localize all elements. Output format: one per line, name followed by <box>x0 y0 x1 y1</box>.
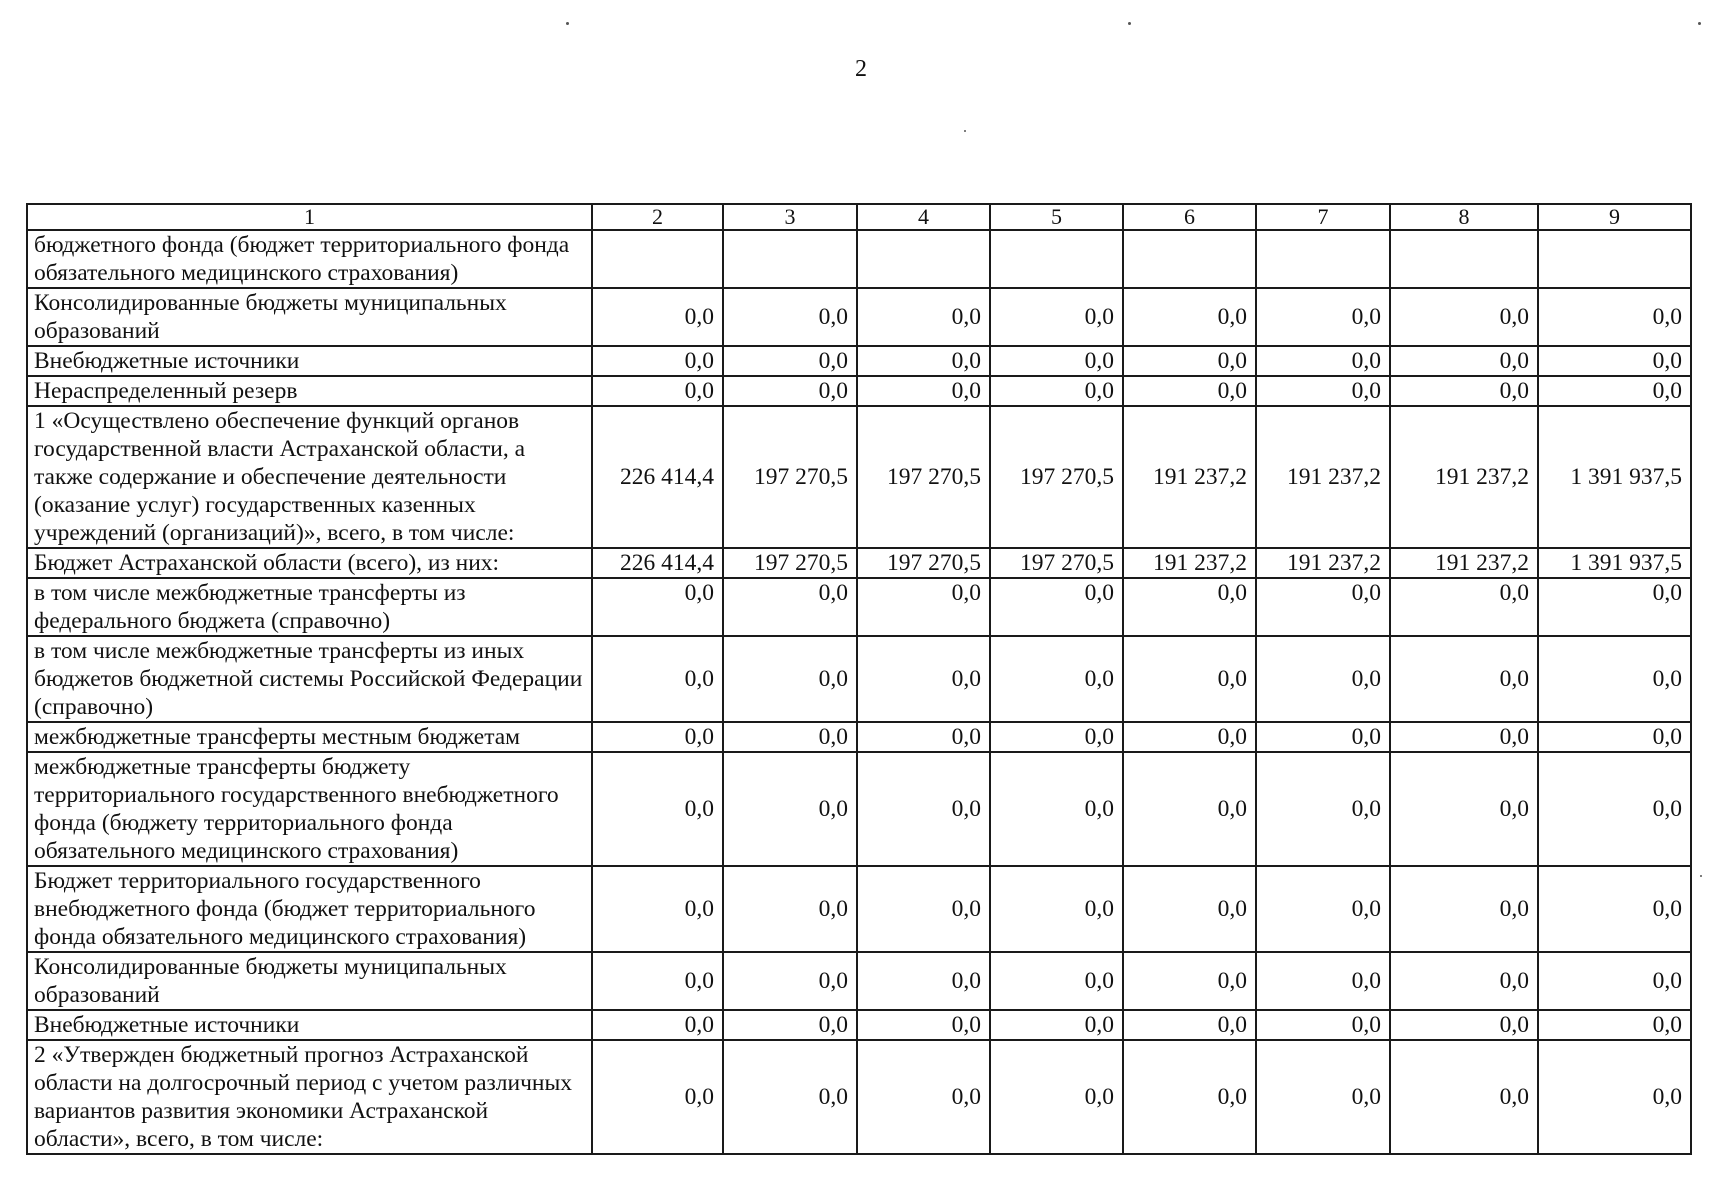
cell-value: 0,0 <box>592 346 723 376</box>
cell-value: 0,0 <box>592 866 723 952</box>
cell-value: 0,0 <box>990 722 1123 752</box>
table-row <box>27 230 1691 288</box>
cell-value: 0,0 <box>1538 288 1691 346</box>
cell-value: 0,0 <box>1538 752 1691 866</box>
cell-value: 0,0 <box>1123 952 1256 1010</box>
cell-value: 0,0 <box>990 578 1123 636</box>
scan-speck <box>566 22 569 25</box>
cell-value: 0,0 <box>1390 952 1538 1010</box>
cell-value <box>1390 230 1538 288</box>
cell-value: 1 391 937,5 <box>1538 548 1691 578</box>
cell-value: 0,0 <box>1390 866 1538 952</box>
cell-value: 0,0 <box>857 636 990 722</box>
table-header-row <box>27 204 1691 230</box>
cell-value: 0,0 <box>990 1010 1123 1040</box>
column-header-7: 7 <box>1256 204 1390 230</box>
cell-value: 0,0 <box>1123 866 1256 952</box>
cell-value: 0,0 <box>1538 376 1691 406</box>
cell-value: 0,0 <box>723 578 857 636</box>
row-label: в том числе межбюджетные трансферты из федерального бюджета (справочно) <box>27 578 592 636</box>
table-row <box>27 866 1691 952</box>
cell-value: 197 270,5 <box>990 548 1123 578</box>
table-row <box>27 1040 1691 1154</box>
cell-value: 0,0 <box>990 952 1123 1010</box>
cell-value: 0,0 <box>592 1010 723 1040</box>
cell-value: 0,0 <box>1390 578 1538 636</box>
cell-value: 191 237,2 <box>1390 406 1538 548</box>
cell-value: 0,0 <box>1256 376 1390 406</box>
cell-value: 0,0 <box>723 288 857 346</box>
cell-value: 0,0 <box>1123 1010 1256 1040</box>
scan-speck <box>964 130 966 132</box>
cell-value: 0,0 <box>1123 288 1256 346</box>
cell-value: 0,0 <box>592 722 723 752</box>
row-label: Внебюджетные источники <box>27 346 592 376</box>
cell-value <box>1256 230 1390 288</box>
cell-value: 0,0 <box>723 376 857 406</box>
cell-value: 0,0 <box>1390 1040 1538 1154</box>
table-row <box>27 548 1691 578</box>
cell-value: 0,0 <box>1256 346 1390 376</box>
cell-value: 0,0 <box>1256 722 1390 752</box>
cell-value: 0,0 <box>1390 288 1538 346</box>
row-label: Бюджет территориального государственного внебюджетного фонда (бюджет территориального фонда обязательного медицинского страхования) <box>27 866 592 952</box>
cell-value: 0,0 <box>723 1040 857 1154</box>
table-row <box>27 752 1691 866</box>
row-label: Внебюджетные источники <box>27 1010 592 1040</box>
cell-value: 0,0 <box>857 288 990 346</box>
column-header-3: 3 <box>723 204 857 230</box>
cell-value: 0,0 <box>1390 722 1538 752</box>
cell-value: 0,0 <box>990 1040 1123 1154</box>
table-row <box>27 376 1691 406</box>
scan-speck <box>1698 22 1701 25</box>
table-row <box>27 952 1691 1010</box>
cell-value: 0,0 <box>857 1010 990 1040</box>
cell-value: 0,0 <box>592 578 723 636</box>
cell-value: 0,0 <box>1538 1010 1691 1040</box>
cell-value: 191 237,2 <box>1123 548 1256 578</box>
cell-value: 0,0 <box>1123 376 1256 406</box>
row-label: бюджетного фонда (бюджет территориального фонда обязательного медицинского страхования) <box>27 230 592 288</box>
cell-value: 0,0 <box>1390 1010 1538 1040</box>
column-header-8: 8 <box>1390 204 1538 230</box>
cell-value: 0,0 <box>1390 752 1538 866</box>
cell-value <box>857 230 990 288</box>
cell-value: 191 237,2 <box>1256 548 1390 578</box>
cell-value: 0,0 <box>1123 752 1256 866</box>
cell-value: 0,0 <box>723 1010 857 1040</box>
cell-value: 0,0 <box>990 376 1123 406</box>
cell-value: 0,0 <box>1390 376 1538 406</box>
cell-value: 0,0 <box>1538 952 1691 1010</box>
cell-value: 0,0 <box>857 346 990 376</box>
page-number: 2 <box>855 56 867 82</box>
cell-value: 0,0 <box>857 866 990 952</box>
cell-value <box>592 230 723 288</box>
cell-value <box>723 230 857 288</box>
table-row <box>27 346 1691 376</box>
row-label: 2 «Утвержден бюджетный прогноз Астраханской области на долгосрочный период с учетом различных вариантов развития экономики Астраханской области», всего, в том числе: <box>27 1040 592 1154</box>
cell-value: 0,0 <box>592 952 723 1010</box>
table-row <box>27 406 1691 548</box>
cell-value: 0,0 <box>1123 1040 1256 1154</box>
table-row <box>27 722 1691 752</box>
cell-value: 0,0 <box>990 866 1123 952</box>
column-header-9: 9 <box>1538 204 1691 230</box>
row-label: 1 «Осуществлено обеспечение функций органов государственной власти Астраханской области, а также содержание и обеспечение деятельности (оказание услуг) государственных казенных учреждений (организаций)», всего, в том числе: <box>27 406 592 548</box>
row-label: Консолидированные бюджеты муниципальных образований <box>27 288 592 346</box>
row-label: межбюджетные трансферты бюджету территориального государственного внебюджетного фонда (бюджету территориального фонда обязательного медицинского страхования) <box>27 752 592 866</box>
cell-value: 0,0 <box>723 636 857 722</box>
cell-value: 0,0 <box>1390 346 1538 376</box>
cell-value: 0,0 <box>1538 578 1691 636</box>
row-label: Бюджет Астраханской области (всего), из них: <box>27 548 592 578</box>
cell-value: 0,0 <box>1256 866 1390 952</box>
cell-value: 0,0 <box>857 722 990 752</box>
cell-value: 0,0 <box>723 346 857 376</box>
cell-value: 197 270,5 <box>857 406 990 548</box>
scan-speck <box>1700 875 1702 877</box>
cell-value: 0,0 <box>592 1040 723 1154</box>
cell-value: 0,0 <box>1256 636 1390 722</box>
cell-value: 0,0 <box>990 346 1123 376</box>
cell-value: 0,0 <box>723 952 857 1010</box>
cell-value: 0,0 <box>990 636 1123 722</box>
cell-value: 0,0 <box>1256 752 1390 866</box>
cell-value: 0,0 <box>857 376 990 406</box>
cell-value: 191 237,2 <box>1256 406 1390 548</box>
budget-table <box>26 203 1692 1155</box>
column-header-4: 4 <box>857 204 990 230</box>
cell-value: 0,0 <box>1256 1010 1390 1040</box>
cell-value: 0,0 <box>592 376 723 406</box>
cell-value: 0,0 <box>1256 288 1390 346</box>
cell-value: 0,0 <box>1538 636 1691 722</box>
cell-value <box>1538 230 1691 288</box>
cell-value <box>990 230 1123 288</box>
cell-value: 0,0 <box>592 752 723 866</box>
cell-value: 0,0 <box>1256 1040 1390 1154</box>
table-row <box>27 578 1691 636</box>
cell-value: 0,0 <box>990 288 1123 346</box>
cell-value: 0,0 <box>857 752 990 866</box>
cell-value: 197 270,5 <box>723 548 857 578</box>
cell-value: 0,0 <box>1538 866 1691 952</box>
cell-value: 0,0 <box>1123 636 1256 722</box>
column-header-6: 6 <box>1123 204 1256 230</box>
cell-value: 226 414,4 <box>592 548 723 578</box>
cell-value: 0,0 <box>1538 722 1691 752</box>
table-row <box>27 288 1691 346</box>
cell-value <box>1123 230 1256 288</box>
cell-value: 191 237,2 <box>1123 406 1256 548</box>
cell-value: 226 414,4 <box>592 406 723 548</box>
cell-value: 0,0 <box>1123 578 1256 636</box>
cell-value: 0,0 <box>1123 722 1256 752</box>
table-row <box>27 636 1691 722</box>
cell-value: 0,0 <box>592 288 723 346</box>
cell-value: 1 391 937,5 <box>1538 406 1691 548</box>
cell-value: 0,0 <box>723 722 857 752</box>
cell-value: 0,0 <box>1390 636 1538 722</box>
cell-value: 191 237,2 <box>1390 548 1538 578</box>
cell-value: 0,0 <box>857 578 990 636</box>
cell-value: 197 270,5 <box>990 406 1123 548</box>
budget-table-body <box>27 204 1691 1154</box>
scan-speck <box>1128 22 1131 25</box>
cell-value: 0,0 <box>857 1040 990 1154</box>
cell-value: 0,0 <box>1256 952 1390 1010</box>
cell-value: 197 270,5 <box>723 406 857 548</box>
table-row <box>27 1010 1691 1040</box>
cell-value: 0,0 <box>1538 346 1691 376</box>
column-header-1: 1 <box>27 204 592 230</box>
column-header-5: 5 <box>990 204 1123 230</box>
cell-value: 0,0 <box>1538 1040 1691 1154</box>
cell-value: 0,0 <box>1256 578 1390 636</box>
row-label: Консолидированные бюджеты муниципальных образований <box>27 952 592 1010</box>
cell-value: 0,0 <box>990 752 1123 866</box>
cell-value: 0,0 <box>723 866 857 952</box>
cell-value: 0,0 <box>592 636 723 722</box>
row-label: в том числе межбюджетные трансферты из иных бюджетов бюджетной системы Российской Федерации (справочно) <box>27 636 592 722</box>
cell-value: 197 270,5 <box>857 548 990 578</box>
row-label: Нераспределенный резерв <box>27 376 592 406</box>
cell-value: 0,0 <box>723 752 857 866</box>
column-header-2: 2 <box>592 204 723 230</box>
cell-value: 0,0 <box>1123 346 1256 376</box>
row-label: межбюджетные трансферты местным бюджетам <box>27 722 592 752</box>
cell-value: 0,0 <box>857 952 990 1010</box>
